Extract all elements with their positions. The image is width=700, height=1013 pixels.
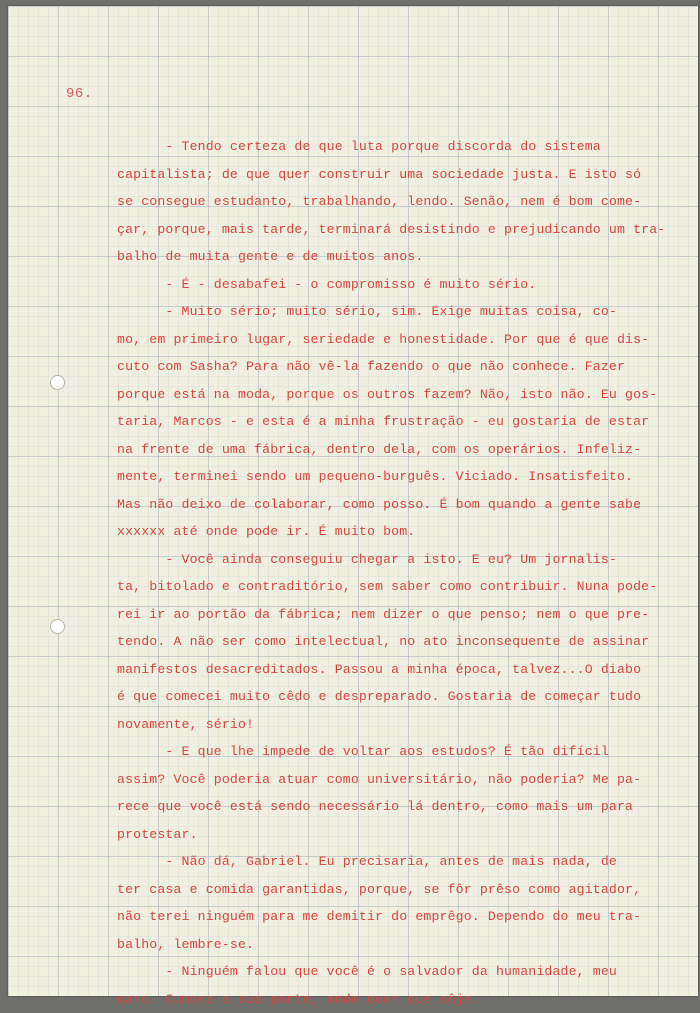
text-line: xxxxxx até onde pode ir. É muito bom. [117, 518, 661, 546]
text-line: se consegue estudanto, trabalhando, lendo. Senão, nem é bom come- [117, 188, 661, 216]
binder-hole-bottom [50, 619, 65, 634]
page-number: 96. [66, 86, 93, 102]
text-line: mente, terminei sendo um pequeno-burguês. Viciado. Insatisfeito. [117, 463, 661, 491]
text-line: assim? Você poderia atuar como universitário, não poderia? Me pa- [117, 766, 661, 794]
text-line: balho, lembre-se. [117, 931, 661, 959]
text-line: - Você ainda conseguiu chegar a isto. E eu? Um jornalis- [117, 546, 661, 574]
text-line: rece que você está sendo necessário lá dentro, como mais um para [117, 793, 661, 821]
text-line: é que comecei muito cêdo e despreparado. Gostaria de começar tudo [117, 683, 661, 711]
text-line: cuto com Sasha? Para não vê-la fazendo o que não conhece. Fazer [117, 353, 661, 381]
text-line: porque está na moda, porque os outros fazem? Não, isto não. Eu gos- [117, 381, 661, 409]
text-line: capitalista; de que quer construir uma sociedade justa. E isto só [117, 161, 661, 189]
text-line: - Ninguém falou que você é o salvador da humanidade, meu [117, 958, 661, 986]
text-line: ta, bitolado e contraditório, sem saber como contribuir. Nuna pode- [117, 573, 661, 601]
text-line: não terei ninguém para me demitir do emprêgo. Dependo do meu tra- [117, 903, 661, 931]
text-line: çar, porque, mais tarde, terminará desistindo e prejudicando um tra- [117, 216, 661, 244]
text-line: tendo. A não ser como intelectual, no ato inconsequente de assinar [117, 628, 661, 656]
text-line: - Não dá, Gabriel. Eu precisaria, antes de mais nada, de [117, 848, 661, 876]
text-line: - Muito sério; muito sério, sim. Exige muitas coisa, co- [117, 298, 661, 326]
text-line: mo, em primeiro lugar, seriedade e honestidade. Por que é que dis- [117, 326, 661, 354]
text-line: taria, Marcos - e esta é a minha frustração - eu gostaria de estar [117, 408, 661, 436]
text-line: protestar. [117, 821, 661, 849]
text-line: manifestos desacreditados. Passou a minha época, talvez...O diabo [117, 656, 661, 684]
text-line: novamente, sério! [117, 711, 661, 739]
binder-hole-top [50, 375, 65, 390]
text-line: ter casa e comida garantidas, porque, se fôr prêso como agitador, [117, 876, 661, 904]
text-line: Mas não deixo de colaborar, como posso. É bom quando a gente sabe [117, 491, 661, 519]
text-line: rei ir ao portão da fábrica; nem dizer o que penso; nem o que pre- [117, 601, 661, 629]
text-line: - E que lhe impede de voltar aos estudos? É tão difícil [117, 738, 661, 766]
text-line: balho de muita gente e de muitos anos. [117, 243, 661, 271]
text-line: na frente de uma fábrica, dentro dela, com os operários. Infeliz- [117, 436, 661, 464]
text-line: - Tendo certeza de que luta porque discorda do sistema [117, 133, 661, 161]
text-line: - É - desabafei - o compromisso é muito sério. [117, 271, 661, 299]
text-line: caro. Cumpra a sua parte, onde quer que sêja. [117, 986, 661, 1013]
typed-text-body [117, 133, 661, 1013]
